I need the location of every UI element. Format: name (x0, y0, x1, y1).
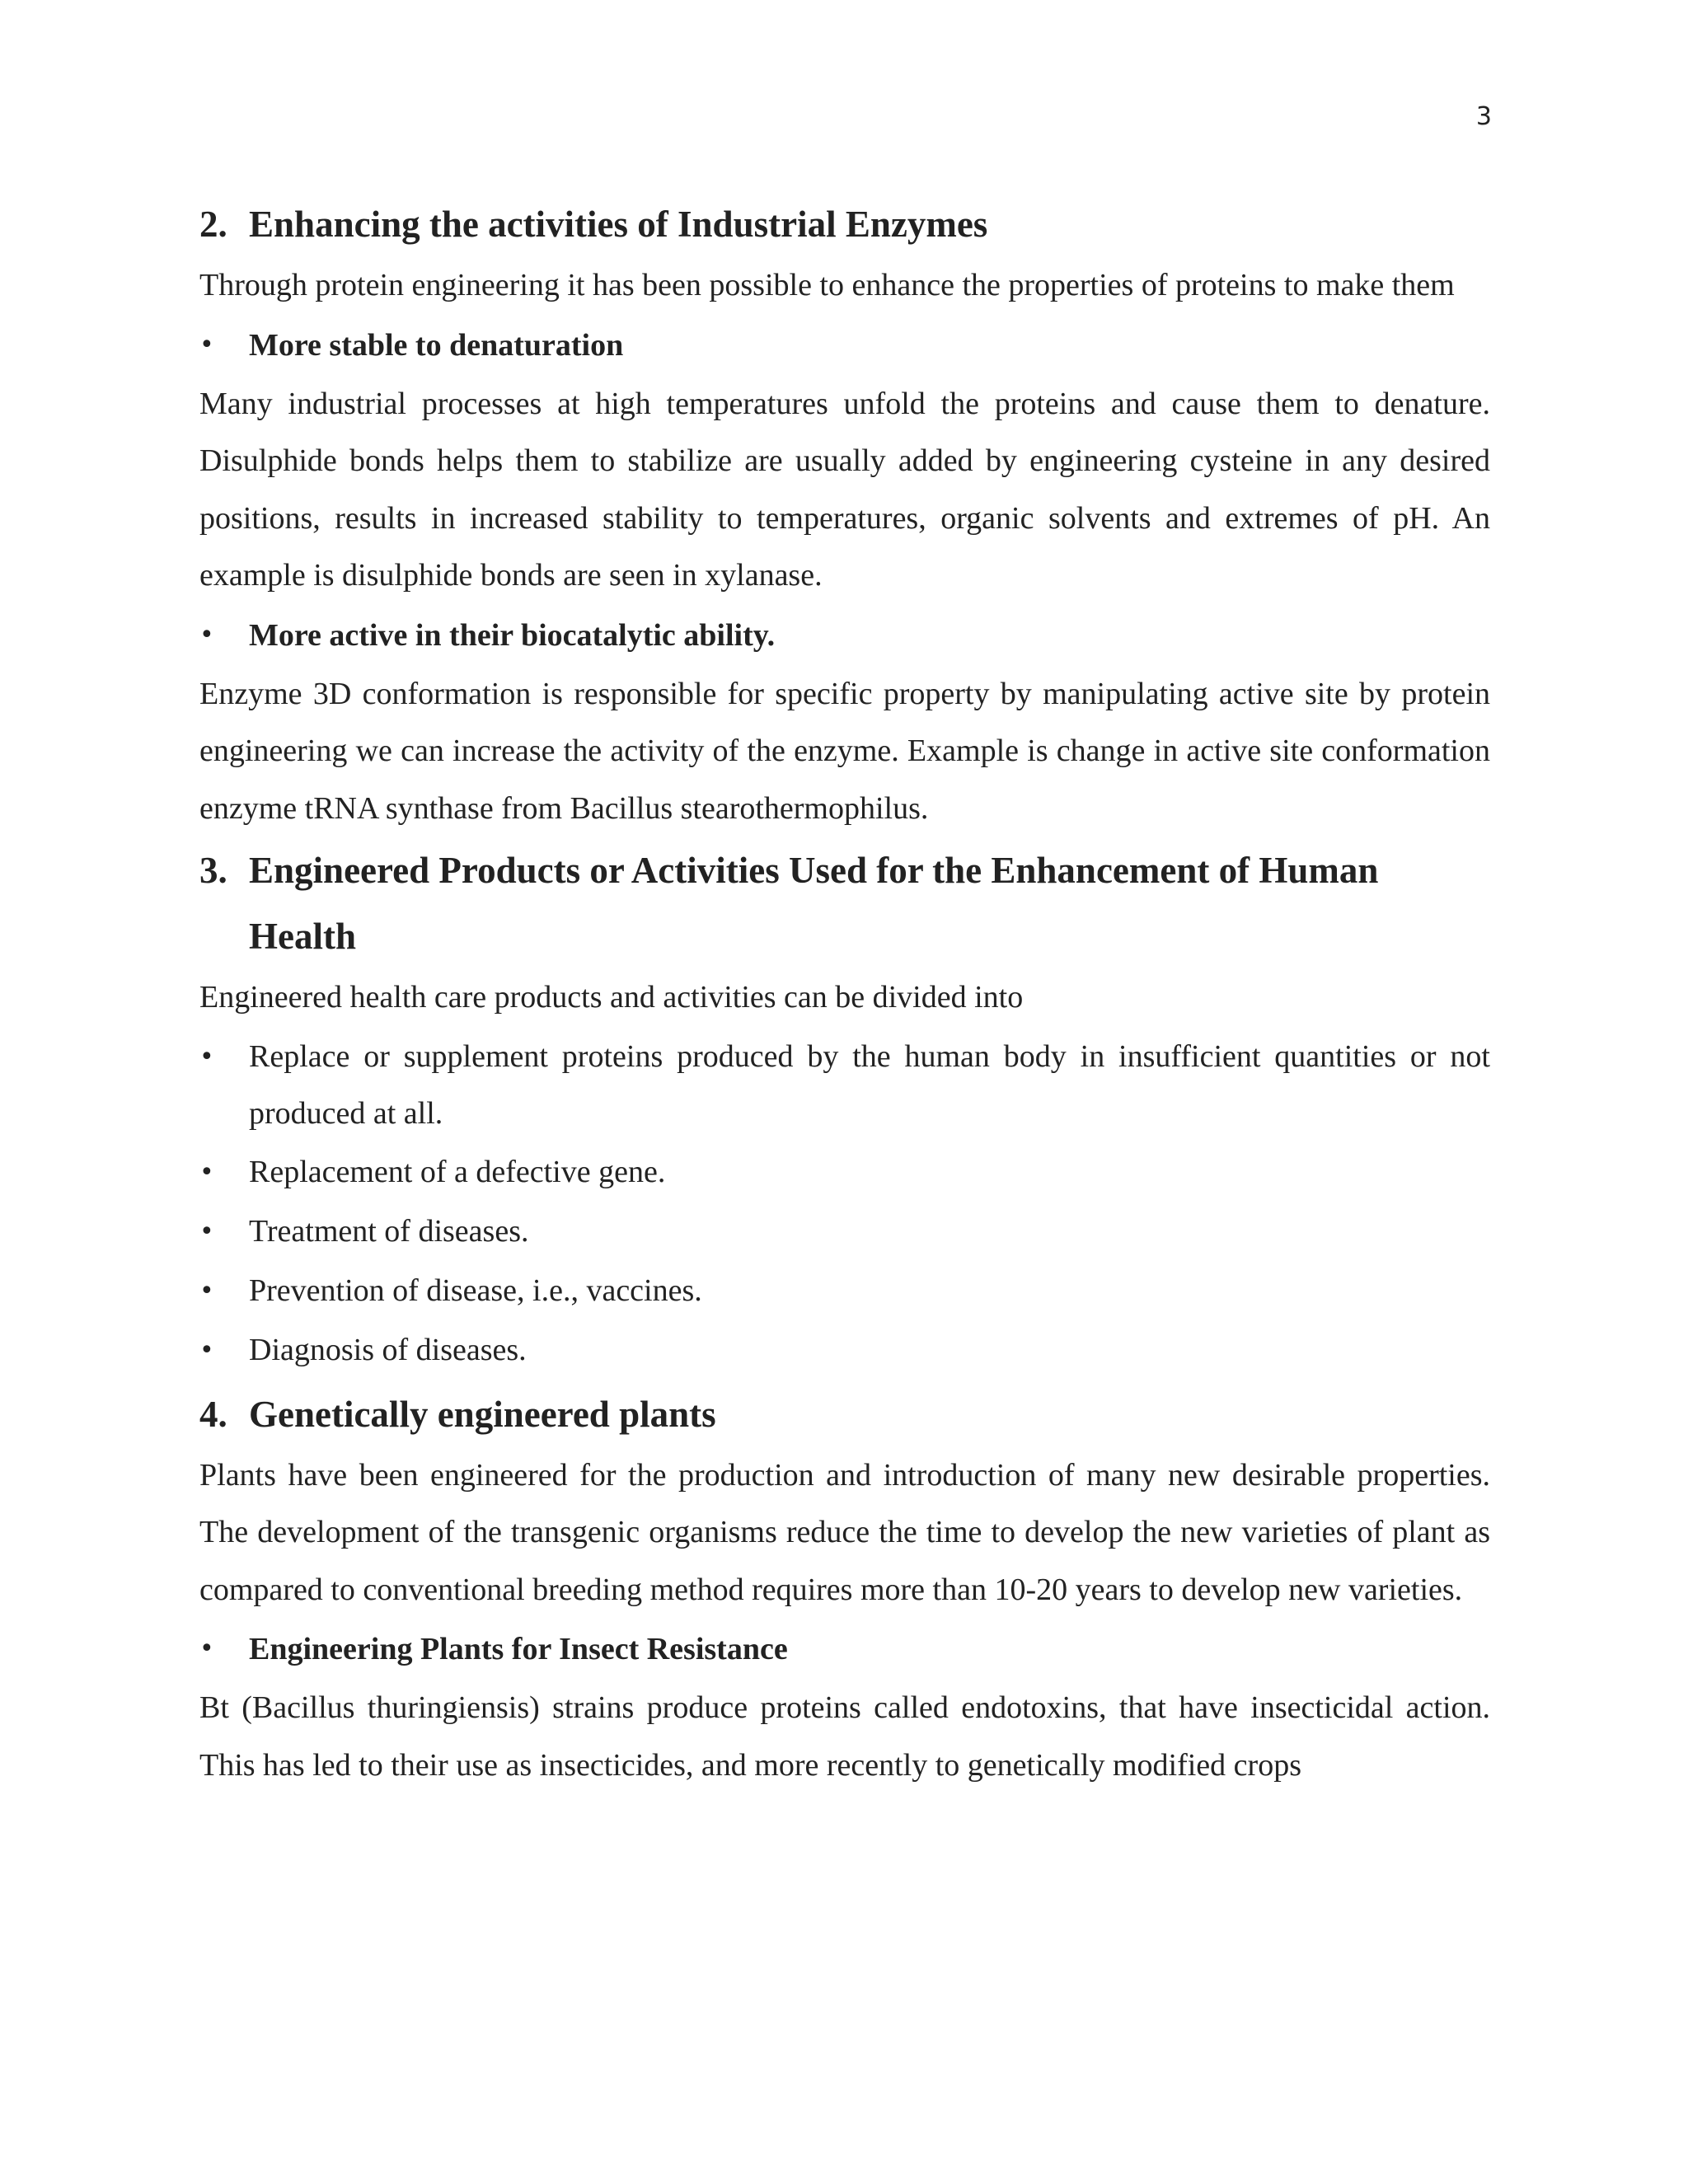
section-4-bullet-insect-resistance (199, 1620, 1490, 1678)
list-item-text: Replace or supplement proteins produced by the human body in insufficient quantities or not produced at all. (249, 1038, 1490, 1131)
section-4-title: Genetically engineered plants (249, 1393, 716, 1435)
section-2-intro: Through protein engineering it has been possible to enhance the properties of proteins to make them (199, 268, 1455, 302)
list-item (199, 1263, 1490, 1320)
section-3-heading (199, 837, 1490, 969)
list-item-text: Replacement of a defective gene. (249, 1154, 666, 1189)
section-3-list (199, 1029, 1490, 1380)
list-item-text: Diagnosis of diseases. (249, 1332, 527, 1367)
list-item (199, 1029, 1490, 1142)
section-2-title: Enhancing the activities of Industrial Enzymes (249, 204, 988, 245)
section-3-number: 3. (199, 850, 227, 891)
section-2-stability-paragraph: Many industrial processes at high temperatures unfold the proteins and cause them to denature. Disulphide bonds helps them to stabilize are usually added by engineering cysteine in any desired positions, results in increased stability to temperatures, organic solvents and extremes of pH. An example is disulphide bonds are seen in xylanase. (199, 386, 1490, 593)
bullet-label: More stable to denaturation (249, 327, 624, 363)
page-number: 3 (1475, 102, 1492, 131)
bullet-marker: • (199, 620, 214, 649)
bullet-label: More active in their biocatalytic ability. (249, 617, 776, 653)
bullet-marker: • (199, 1157, 214, 1187)
bullet-marker: • (199, 1042, 214, 1071)
bullet-marker: • (199, 1216, 214, 1246)
section-3-title: Engineered Products or Activities Used for the Enhancement of Human Health (249, 850, 1379, 957)
bullet-label: Engineering Plants for Insect Resistance (249, 1632, 788, 1666)
section-2-number: 2. (199, 204, 227, 245)
section-2-bullet-stability (199, 316, 1490, 374)
bullet-marker: • (199, 330, 214, 359)
section-2-bullet-activity (199, 607, 1490, 664)
page-content (199, 191, 1490, 1794)
bullet-marker: • (199, 1335, 214, 1365)
list-item (199, 1203, 1490, 1261)
section-3-intro: Engineered health care products and activities can be divided into (199, 980, 1024, 1015)
section-4-number: 4. (199, 1393, 227, 1435)
bullet-marker: • (199, 1634, 214, 1663)
section-4-paragraph: Plants have been engineered for the production and introduction of many new desirable properties. The development of the transgenic organisms reduce the time to develop the new varieties of plant as compared to conventional breeding method requires more than 10-20 years to develop new varieties. (199, 1457, 1490, 1607)
list-item (199, 1144, 1490, 1202)
bullet-marker: • (199, 1276, 214, 1305)
section-2-heading (199, 191, 1490, 257)
section-4-heading (199, 1381, 1490, 1447)
section-4-bt-paragraph: Bt (Bacillus thuringiensis) strains produce proteins called endotoxins, that have insecticidal action. This has led to their use as insecticides, and more recently to genetically modified crops (199, 1690, 1490, 1783)
list-item (199, 1322, 1490, 1380)
list-item-text: Treatment of diseases. (249, 1213, 529, 1249)
section-2-activity-paragraph: Enzyme 3D conformation is responsible for specific property by manipulating active site by protein engineering we can increase the activity of the enzyme. Example is change in active site conformation enzyme tRNA synthase from Bacillus stearothermophilus. (199, 676, 1490, 826)
list-item-text: Prevention of disease, i.e., vaccines. (249, 1272, 702, 1308)
